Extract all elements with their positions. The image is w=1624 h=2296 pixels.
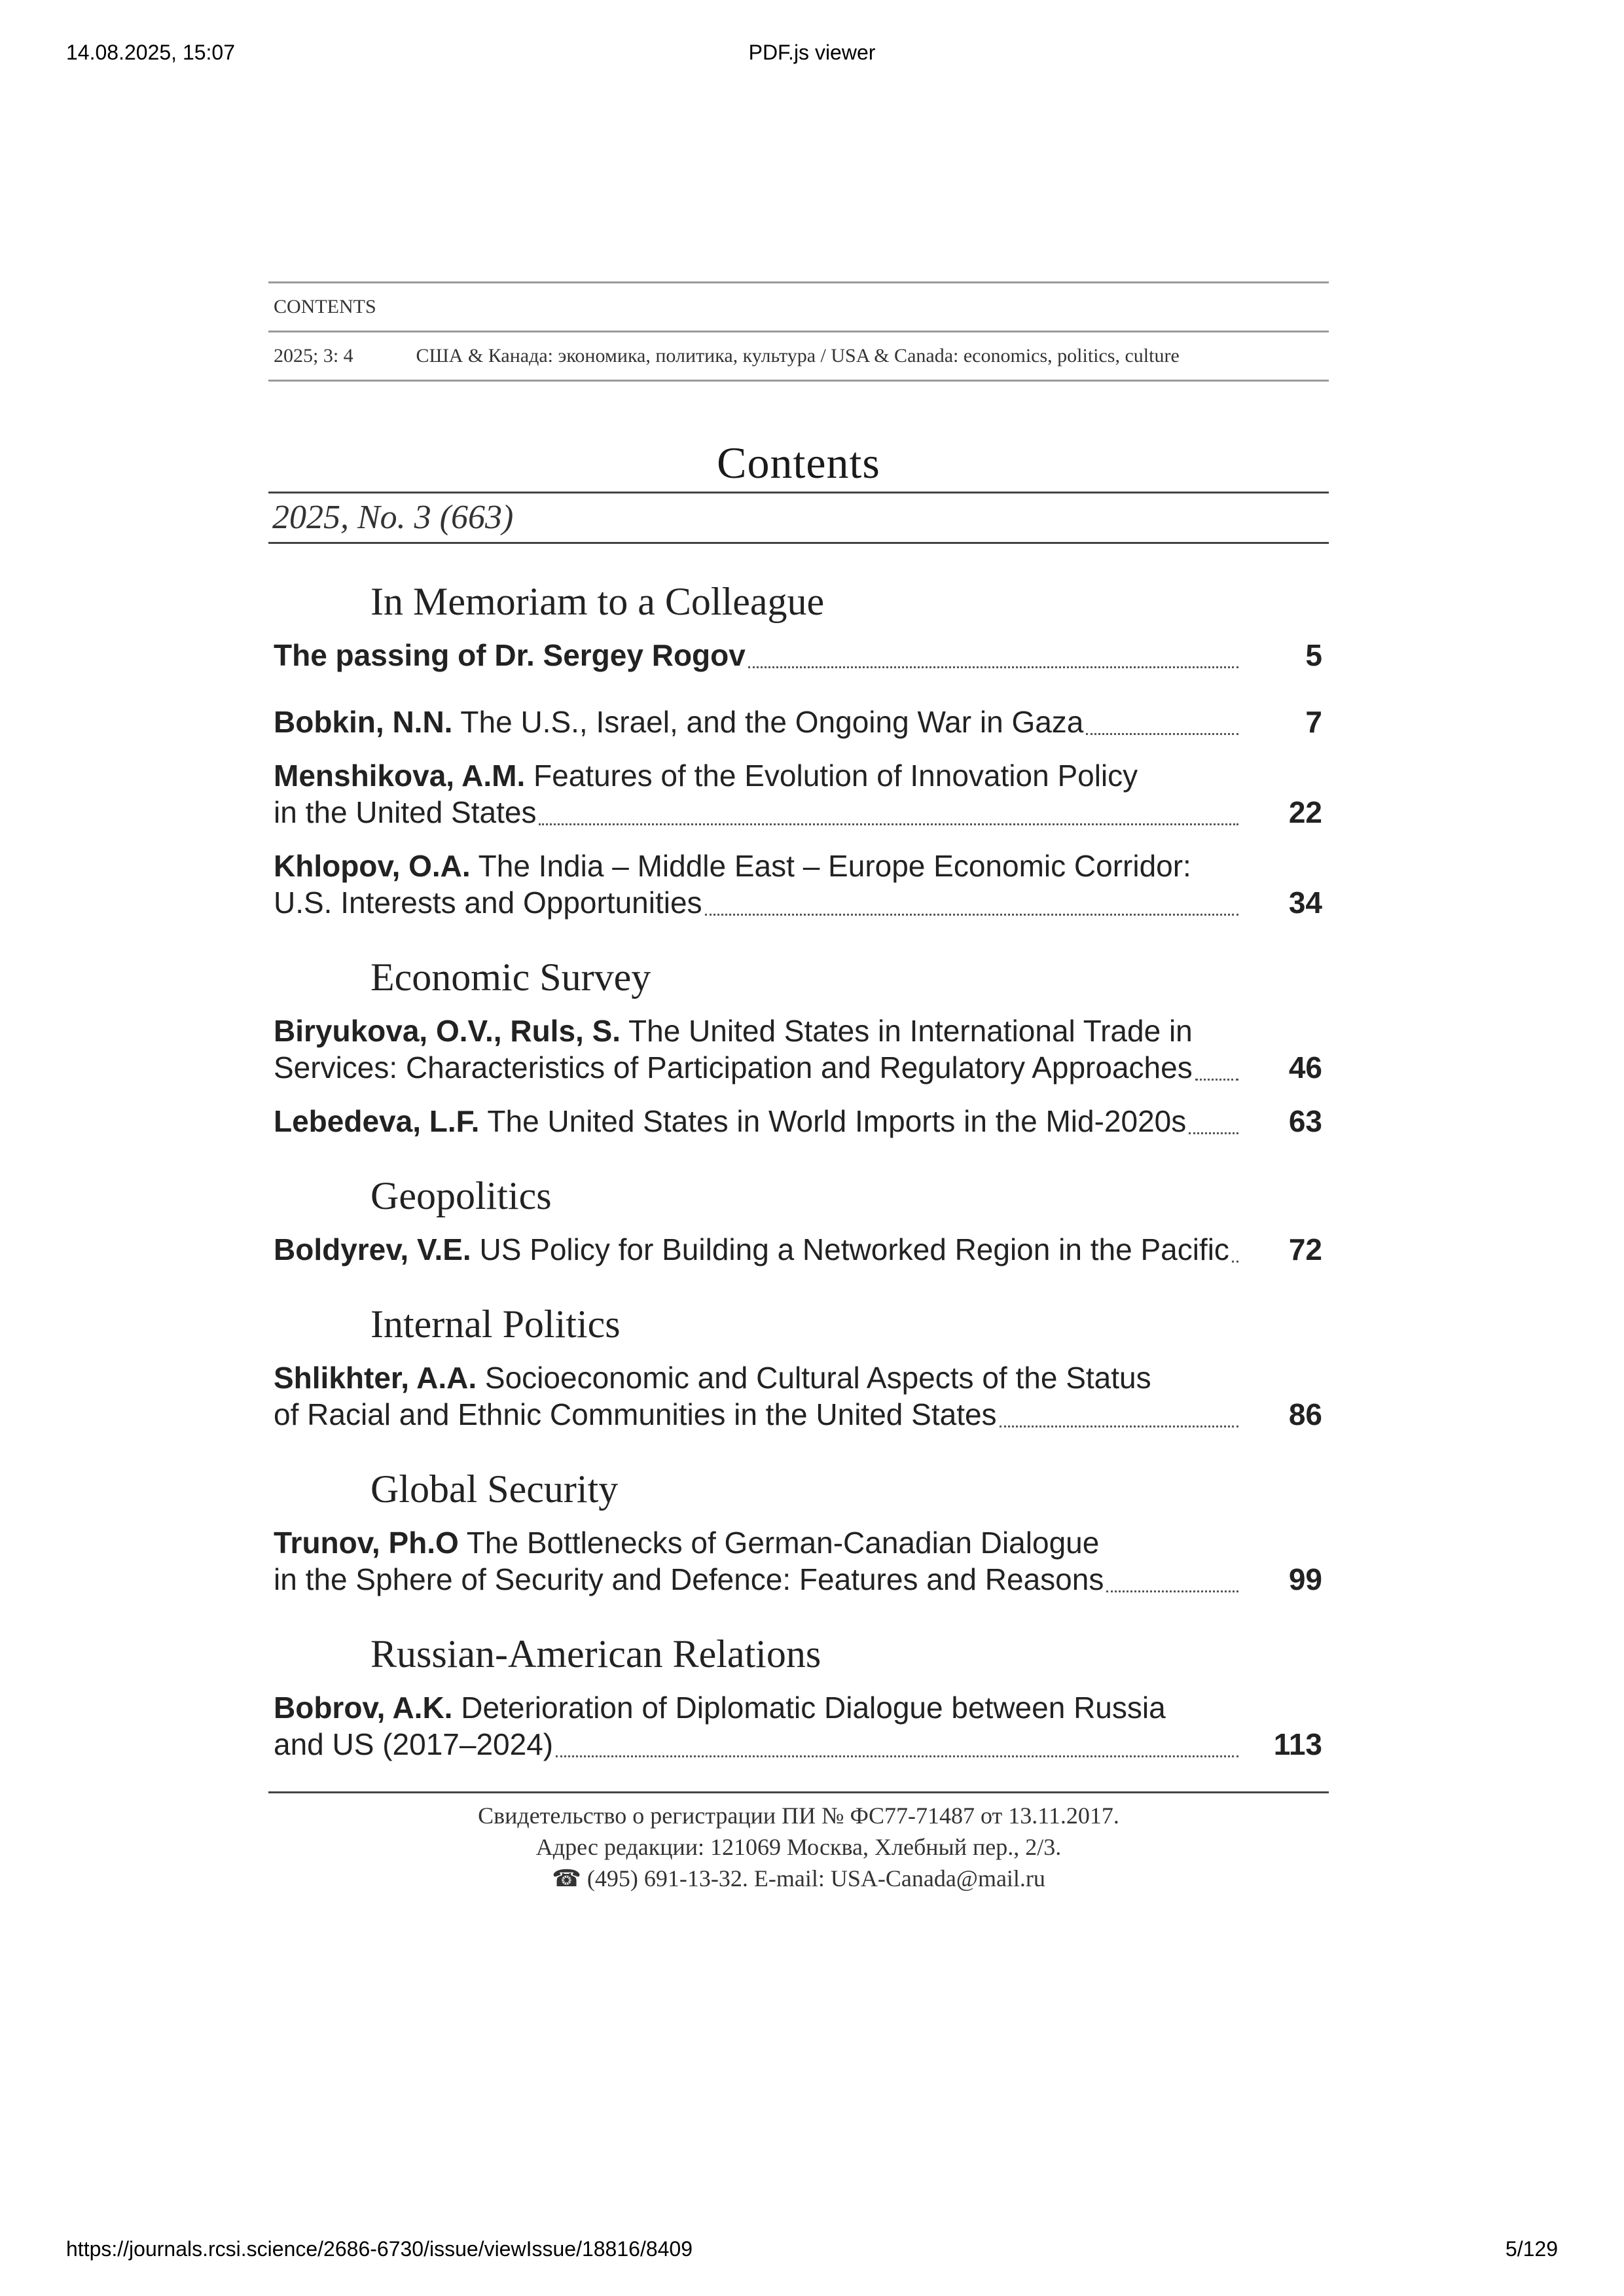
- entry-author: Khlopov, O.A.: [274, 849, 471, 883]
- toc-entry[interactable]: [268, 704, 1329, 740]
- running-section-label: CONTENTS: [274, 296, 376, 317]
- contact-text[interactable]: (495) 691-13-32. E-mail: USA-Canada@mail.ru: [586, 1865, 1045, 1892]
- entry-author: The passing of Dr. Sergey Rogov: [274, 638, 746, 672]
- section-heading: In Memoriam to a Colleague: [370, 580, 825, 623]
- entry-title-cont: U.S. Interests and Opportunities: [274, 886, 702, 920]
- entry-author: Trunov, Ph.O: [274, 1526, 459, 1560]
- leader-dots: [705, 914, 1238, 916]
- page-url[interactable]: https://journals.rcsi.science/2686-6730/issue/viewIssue/18816/8409: [66, 2237, 693, 2261]
- issue-rule: [268, 542, 1329, 544]
- section-heading: Internal Politics: [370, 1302, 621, 1346]
- journal-name: США & Канада: экономика, политика, культура / USA & Canada: economics, politics, culture: [416, 345, 1180, 367]
- contact-line: [268, 1863, 1329, 1894]
- entry-author: Lebedeva, L.F.: [274, 1104, 480, 1138]
- leader-dots: [1189, 1132, 1238, 1134]
- address-line: Адрес редакции: 121069 Москва, Хлебный пер., 2/3.: [535, 1834, 1062, 1860]
- leader-dots: [748, 666, 1238, 668]
- section-heading: Global Security: [370, 1467, 619, 1511]
- print-header: [0, 41, 1624, 69]
- entry-page: 99: [1288, 1562, 1322, 1596]
- entry-author: Bobrov, A.K.: [274, 1691, 453, 1725]
- entry-title-cont: Services: Characteristics of Participation and Regulatory Approaches: [274, 1050, 1193, 1085]
- section-heading: Geopolitics: [370, 1174, 552, 1217]
- toc-entry[interactable]: [268, 1689, 1329, 1763]
- entry-page: 63: [1288, 1104, 1322, 1138]
- entry-page: 7: [1305, 705, 1322, 739]
- contents-title: Contents: [717, 438, 880, 488]
- phone-icon: ☎: [552, 1865, 581, 1892]
- toc-entry[interactable]: [268, 1013, 1329, 1086]
- leader-dots: [1086, 733, 1238, 735]
- entry-author: Menshikova, A.M.: [274, 759, 526, 793]
- leader-dots: [1000, 1426, 1238, 1427]
- toc-entry[interactable]: [268, 1231, 1329, 1268]
- toc-entry[interactable]: [268, 1359, 1329, 1433]
- entry-page: 113: [1273, 1727, 1322, 1761]
- toc-entry[interactable]: [268, 757, 1329, 831]
- entry-title: The India – Middle East – Europe Economic Corridor:: [478, 849, 1191, 883]
- entry-title: The Bottlenecks of German-Canadian Dialogue: [466, 1526, 1100, 1560]
- entry-page: 5: [1305, 638, 1322, 672]
- viewer-title: PDF.js viewer: [748, 41, 876, 64]
- entry-title-cont: and US (2017–2024): [274, 1727, 554, 1761]
- entry-page: 22: [1288, 795, 1322, 829]
- entry-title: Features of the Evolution of Innovation Policy: [533, 759, 1138, 793]
- entry-author: Boldyrev, V.E.: [274, 1232, 471, 1266]
- toc-entry[interactable]: [268, 1524, 1329, 1598]
- leader-dots: [539, 823, 1238, 825]
- entry-title: The U.S., Israel, and the Ongoing War in Gaza: [460, 705, 1084, 739]
- entry-title-cont: in the United States: [274, 795, 537, 829]
- entry-author: Biryukova, O.V., Ruls, S.: [274, 1014, 621, 1048]
- entry-title: US Policy for Building a Networked Region in the Pacific: [479, 1232, 1229, 1266]
- imprint: [268, 1793, 1329, 1894]
- leader-dots: [1195, 1079, 1238, 1081]
- entry-page: 34: [1288, 886, 1322, 920]
- leader-dots: [556, 1755, 1238, 1757]
- running-header-journal-row: [268, 332, 1329, 380]
- toc-entry[interactable]: [268, 848, 1329, 921]
- print-footer: [0, 2237, 1624, 2266]
- running-header-section: [268, 283, 1329, 331]
- page-counter: 5/129: [1505, 2237, 1558, 2261]
- running-header-rule-bottom: [268, 380, 1329, 382]
- registration-line: Свидетельство о регистрации ПИ № ФС77-71487 от 13.11.2017.: [478, 1803, 1119, 1829]
- section-heading: Russian-American Relations: [370, 1632, 821, 1676]
- entry-title: The United States in International Trade in: [628, 1014, 1193, 1048]
- entry-title: The United States in World Imports in the Mid-2020s: [487, 1104, 1187, 1138]
- entry-title: Deterioration of Diplomatic Dialogue between Russia: [461, 1691, 1166, 1725]
- entry-title: Socioeconomic and Cultural Aspects of the Status: [484, 1361, 1151, 1395]
- toc-entry[interactable]: [268, 637, 1329, 673]
- leader-dots: [1106, 1590, 1238, 1592]
- leader-dots: [1232, 1261, 1238, 1263]
- entry-title-cont: in the Sphere of Security and Defence: Features and Reasons: [274, 1562, 1104, 1596]
- print-datetime: 14.08.2025, 15:07: [66, 41, 236, 64]
- entry-author: Bobkin, N.N.: [274, 705, 453, 739]
- issue-number: 2025, No. 3 (663): [272, 499, 514, 536]
- pdf-page: [268, 281, 1329, 1894]
- entry-page: 86: [1288, 1397, 1322, 1431]
- issue-reference: 2025; 3: 4: [274, 345, 353, 367]
- entry-page: 46: [1288, 1050, 1322, 1085]
- entry-author: Shlikhter, A.A.: [274, 1361, 477, 1395]
- toc-entry[interactable]: [268, 1103, 1329, 1139]
- entry-title-cont: of Racial and Ethnic Communities in the United States: [274, 1397, 997, 1431]
- entry-page: 72: [1288, 1232, 1322, 1266]
- section-heading: Economic Survey: [370, 956, 651, 999]
